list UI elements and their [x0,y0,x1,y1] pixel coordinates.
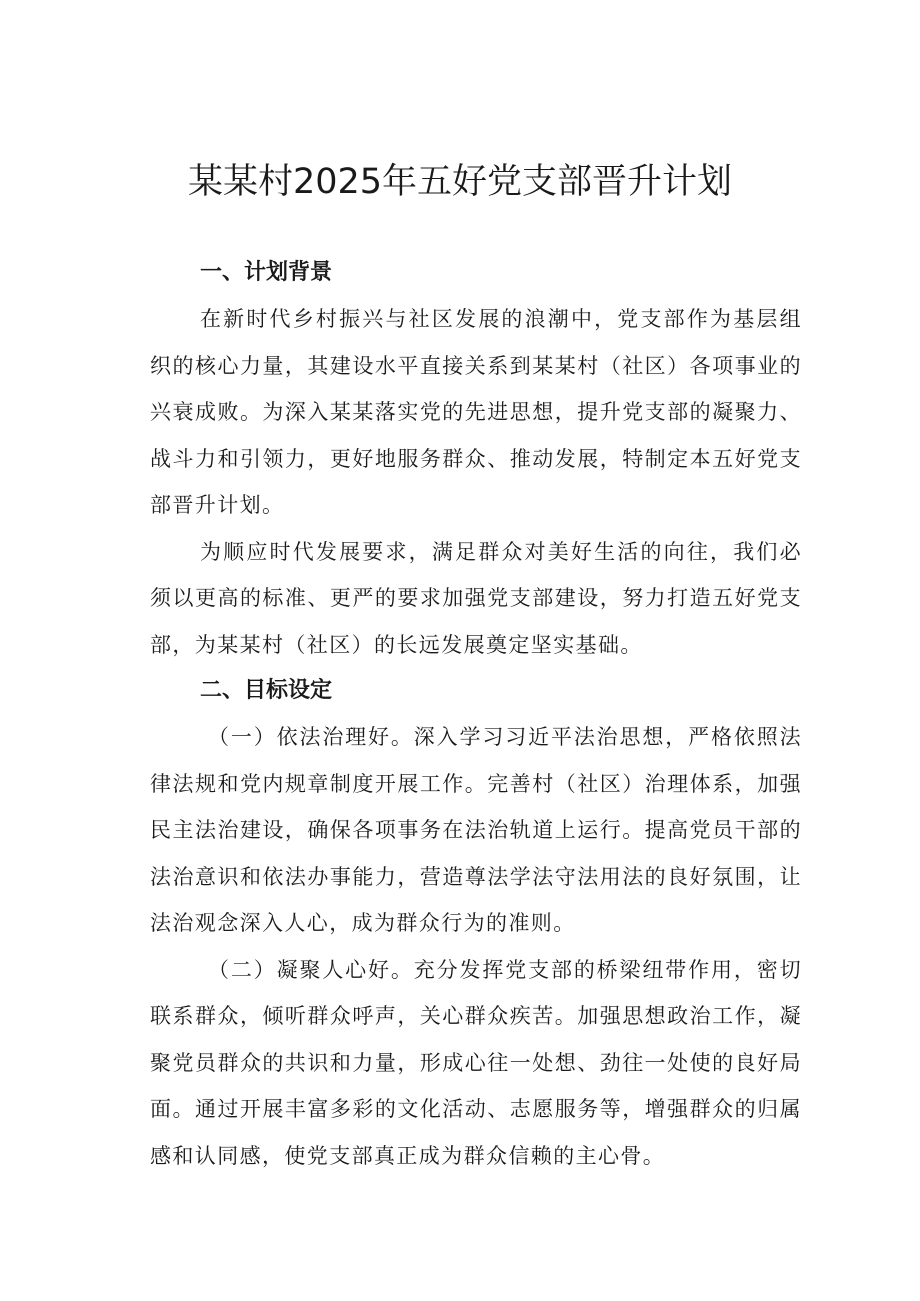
paragraph: 在新时代乡村振兴与社区发展的浪潮中，党支部作为基层组织的核心力量，其建设水平直接关系到某某村（社区）各项事业的兴衰成败。为深入某某落实党的先进思想，提升党支部的凝聚力、战斗力和引领力，更好地服务群众、推动发展，特制定本五好党支部晋升计划。 [150,307,802,517]
paragraph: （一）依法治理好。深入学习习近平法治思想，严格依照法律法规和党内规章制度开展工作。完善村（社区）治理体系，加强民主法治建设，确保各项事务在法治轨道上运行。提高党员干部的法治意识和依法办事能力，营造尊法学法守法用法的良好氛围，让法治观念深入人心，成为群众行为的准则。 [150,725,802,935]
paragraph: （二）凝聚人心好。充分发挥党支部的桥梁纽带作用，密切联系群众，倾听群众呼声，关心群众疾苦。加强思想政治工作，凝聚党员群众的共识和力量，形成心往一处想、劲往一处使的良好局面。通过开展丰富多彩的文化活动、志愿服务等，增强群众的归属感和认同感，使党支部真正成为群众信赖的主心骨。 [150,957,802,1168]
document-title: 某某村2025年五好党支部晋升计划 [187,162,733,202]
document-body [150,250,802,1179]
section-background [150,250,802,668]
section-heading: 二、目标设定 [200,678,333,703]
section-goals [150,668,802,1179]
section-heading: 一、计划背景 [200,260,333,285]
paragraph: 为顺应时代发展要求，满足群众对美好生活的向往，我们必须以更高的标准、更严的要求加强党支部建设，努力打造五好党支部，为某某村（社区）的长远发展奠定坚实基础。 [150,539,802,657]
